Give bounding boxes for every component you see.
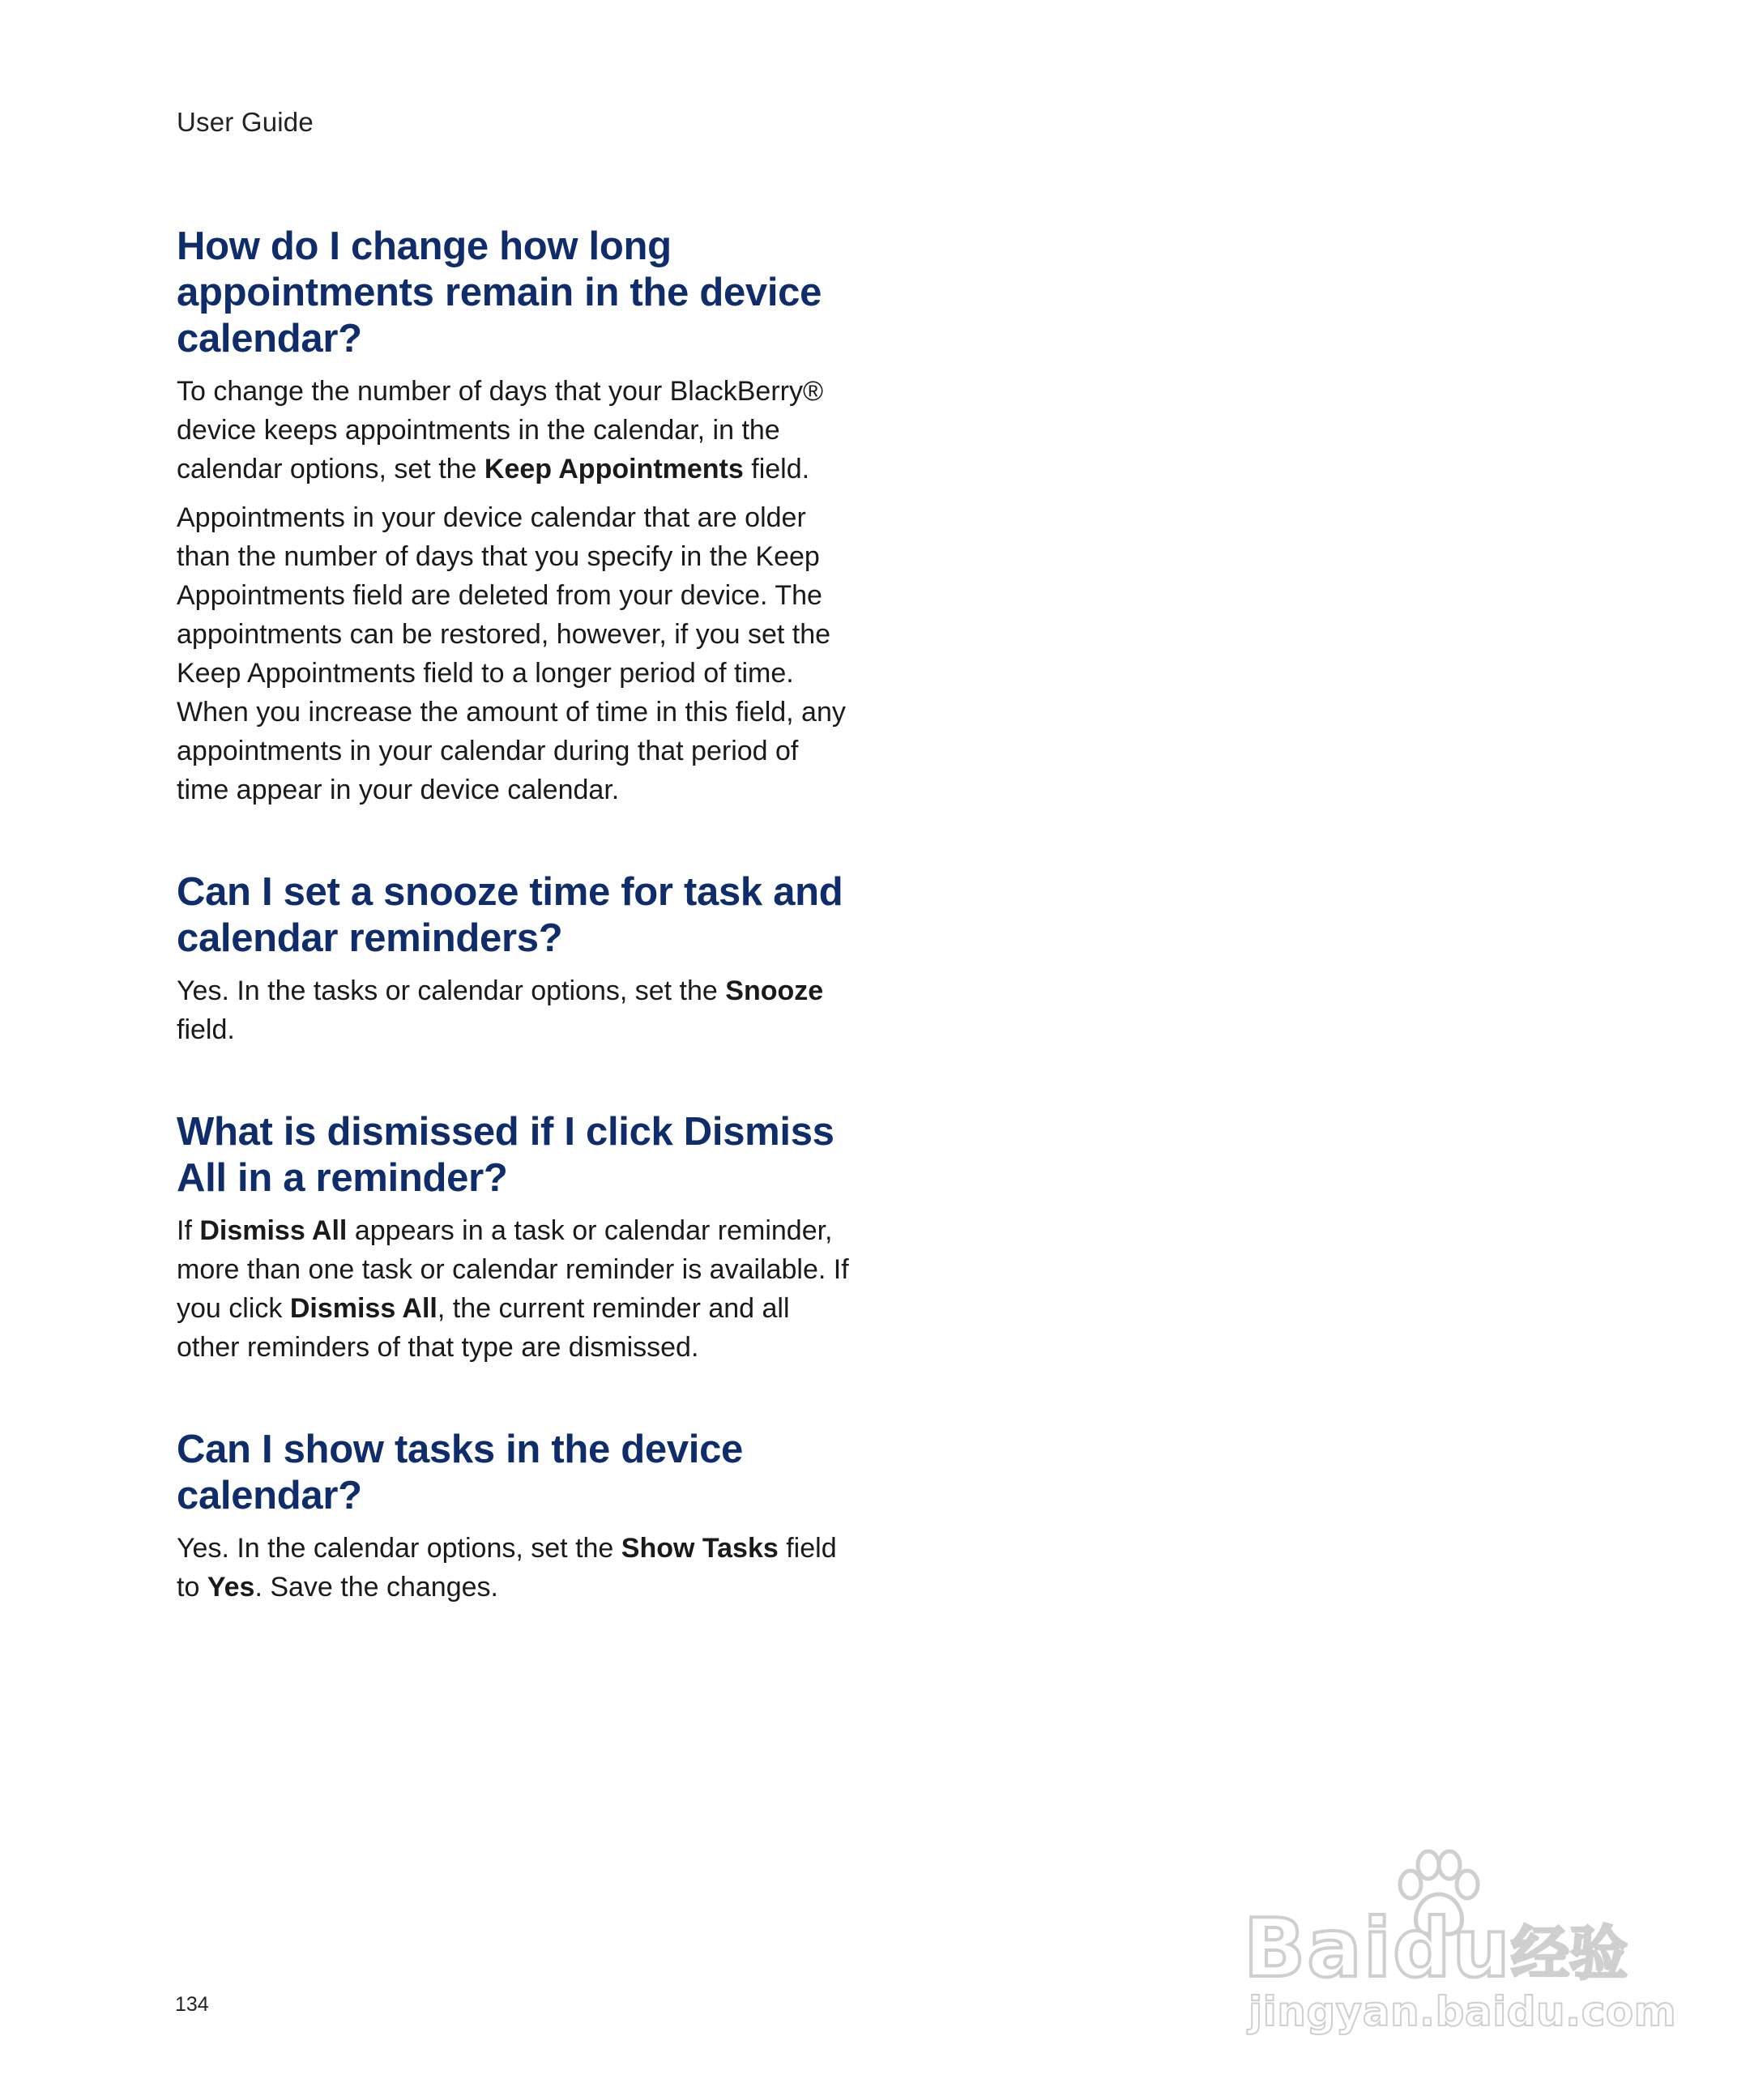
section-heading: How do I change how long appointments remain in the device calendar? xyxy=(177,224,822,361)
section-heading: Can I set a snooze time for task and calendar reminders? xyxy=(177,870,843,960)
button-name-dismiss-all: Dismiss All xyxy=(199,1215,348,1246)
field-name-keep-appointments: Keep Appointments xyxy=(484,454,744,484)
page-number: 134 xyxy=(175,1993,209,2016)
document-body xyxy=(177,224,849,1667)
faq-section-show-tasks xyxy=(177,1427,849,1607)
watermark-brand-cn: 经验 xyxy=(1511,1919,1628,1987)
section-heading: What is dismissed if I click Dismiss All in a reminder? xyxy=(177,1110,834,1200)
section-paragraph: Yes. In the calendar options, set the Show Tasks field to Yes. Save the changes. xyxy=(177,1533,837,1603)
section-heading: Can I show tasks in the device calendar? xyxy=(177,1428,744,1517)
faq-section-snooze xyxy=(177,869,849,1049)
section-paragraph: Yes. In the tasks or calendar options, set the Snooze field. xyxy=(177,975,824,1045)
faq-section-dismiss-all xyxy=(177,1109,849,1367)
faq-section-keep-appointments xyxy=(177,224,849,809)
watermark-url: jingyan.baidu.com xyxy=(1248,1988,1677,2035)
field-name-snooze: Snooze xyxy=(725,975,824,1006)
baidu-watermark xyxy=(1244,1847,1677,2050)
field-value-yes: Yes xyxy=(207,1572,255,1603)
button-name-dismiss-all: Dismiss All xyxy=(289,1293,438,1324)
section-paragraph: To change the number of days that your BlackBerry® device keeps appointments in the calendar, in the calendar options, set the Keep Appointments field. xyxy=(177,376,824,484)
running-header: User Guide xyxy=(177,107,314,137)
section-paragraph: If Dismiss All appears in a task or calendar reminder, more than one task or calendar reminder is available. If you click Dismiss All, the current reminder and all other reminders of that type are dismissed. xyxy=(177,1215,849,1363)
field-name-show-tasks: Show Tasks xyxy=(621,1533,779,1564)
watermark-brand: Baidu xyxy=(1244,1901,1512,1995)
section-paragraph: Appointments in your device calendar that are older than the number of days that you specify in the Keep Appointments field are deleted from your device. The appointments can be restored, however, if you set the Keep Appointments field to a longer period of time. When you increase the amount of time in this field, any appointments in your calendar during that period of time appear in your device calendar. xyxy=(177,502,846,805)
